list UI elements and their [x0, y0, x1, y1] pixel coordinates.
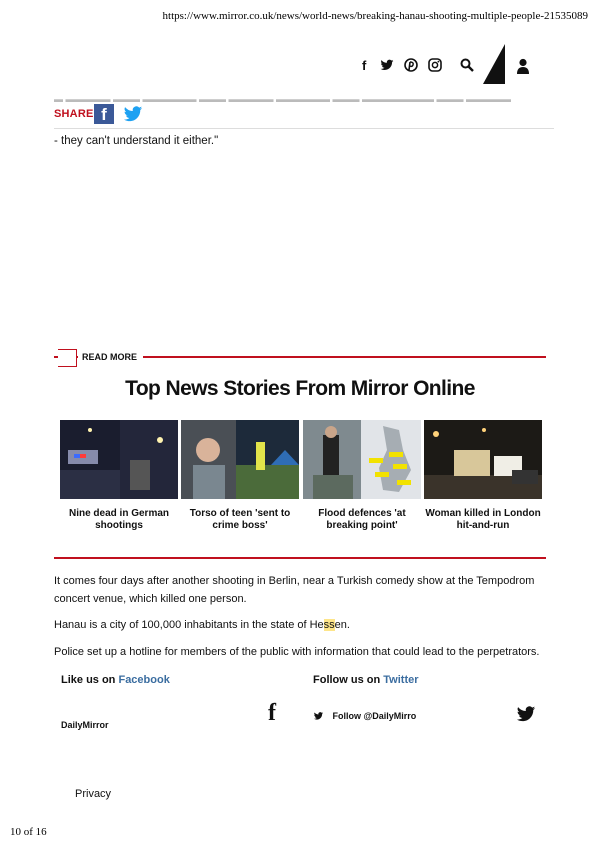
page-url: https://www.mirror.co.uk/news/world-news/breaking-hanau-shooting-multiple-people-21535089	[162, 10, 588, 22]
facebook-icon: f	[101, 105, 107, 124]
read-more-label: READ MORE	[78, 352, 143, 362]
story-card[interactable]	[303, 420, 421, 532]
svg-text:f: f	[362, 58, 367, 72]
story-card[interactable]	[181, 420, 299, 532]
page-counter: 10 of 16	[10, 826, 47, 838]
user-icon[interactable]	[516, 58, 530, 74]
facebook-icon[interactable]: f	[268, 700, 276, 726]
privacy-link[interactable]: Privacy	[75, 788, 112, 800]
story-caption[interactable]: Torso of teen 'sent to crime boss'	[189, 508, 291, 531]
search-icon[interactable]	[460, 58, 474, 72]
pinterest-icon[interactable]	[404, 58, 418, 72]
highlighted-text: ss	[323, 619, 335, 631]
twitter-icon[interactable]	[515, 704, 537, 729]
story-caption[interactable]: Flood defences 'at breaking point'	[318, 508, 406, 531]
story-thumbnail[interactable]	[60, 420, 178, 499]
menu-wedge-icon[interactable]	[483, 44, 505, 84]
follow-twitter-button[interactable]	[313, 707, 416, 725]
story-card[interactable]	[424, 420, 542, 532]
like-facebook-heading: Like us on Facebook	[61, 674, 170, 686]
story-caption[interactable]: Nine dead in German shootings	[68, 508, 170, 531]
follow-handle[interactable]: Follow @DailyMirro	[332, 710, 417, 721]
article-quote-tail: - they can't understand it either."	[54, 135, 219, 147]
section-title: Top News Stories From Mirror Online	[125, 377, 475, 400]
instagram-icon[interactable]	[428, 58, 442, 72]
share-facebook-button[interactable]	[94, 104, 114, 124]
story-card[interactable]	[60, 420, 178, 532]
twitter-icon[interactable]	[380, 58, 394, 72]
share-bar	[54, 102, 554, 129]
article-paragraph: Police set up a hotline for members of the public with information that could lead to the perpetrators.	[54, 646, 540, 658]
facebook-link[interactable]: Facebook	[118, 674, 170, 686]
share-label: SHARE	[54, 108, 94, 120]
story-thumbnail[interactable]	[303, 420, 421, 499]
twitter-icon	[122, 104, 144, 124]
obscured-text-strip: ▬ ▬▬▬▬▬ ▬▬▬ ▬▬▬▬▬▬ ▬▬▬ ▬▬▬▬▬ ▬▬▬▬▬▬ ▬▬▬ ▬▬▬▬▬▬▬▬ ▬▬▬ ▬▬▬▬▬	[54, 94, 512, 102]
story-thumbnail[interactable]	[181, 420, 299, 499]
share-twitter-button[interactable]	[122, 104, 144, 124]
facebook-icon[interactable]	[358, 58, 372, 72]
read-more-bottom-divider	[54, 557, 546, 559]
follow-twitter-heading: Follow us on Twitter	[313, 674, 419, 686]
twitter-icon	[313, 711, 324, 721]
article-paragraph: Hanau is a city of 100,000 inhabitants in the state of Hessen.	[54, 619, 350, 631]
story-thumbnail[interactable]	[424, 420, 542, 499]
article-paragraph: It comes four days after another shooting in Berlin, near a Turkish comedy show at the Tempodrom concert venue, which killed one person.	[54, 575, 535, 605]
facebook-page-name[interactable]: DailyMirror	[61, 720, 109, 730]
read-more-bracket-icon	[58, 349, 77, 367]
twitter-link[interactable]: Twitter	[383, 674, 419, 686]
story-caption[interactable]: Woman killed in London hit-and-run	[425, 508, 541, 531]
